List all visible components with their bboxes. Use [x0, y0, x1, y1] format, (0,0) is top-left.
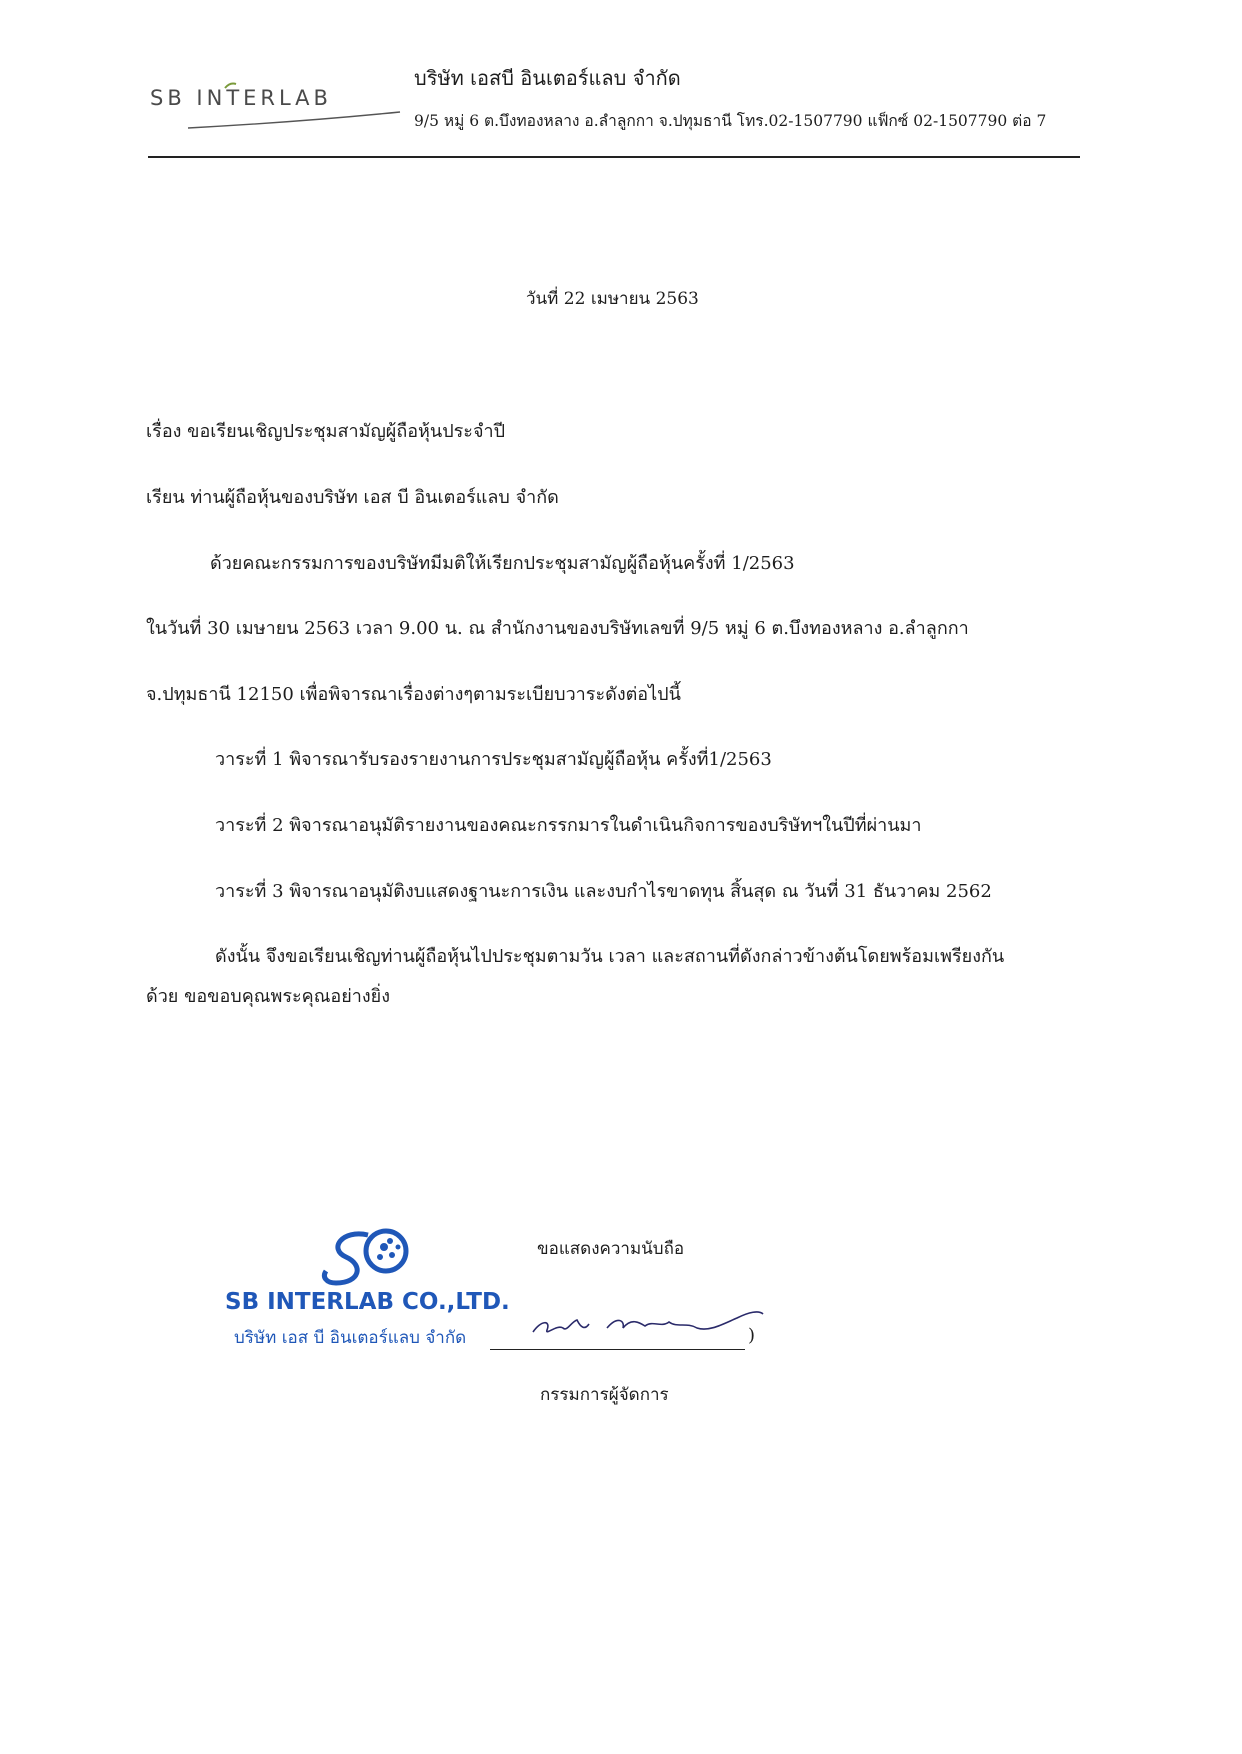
company-logo: [150, 82, 402, 134]
agenda-item-2: วาระที่ 2 พิจารณาอนุมัติรายงานของคณะกรรกมารในดำเนินกิจการของบริษัทฯในปีที่ผ่านมา: [215, 815, 922, 836]
company-name: บริษัท เอสบี อินเตอร์แลบ จำกัด: [414, 66, 681, 90]
signatory-position: กรรมการผู้จัดการ: [540, 1385, 669, 1405]
company-address: 9/5 หมู่ 6 ต.บึงทองหลาง อ.ลำลูกกา จ.ปทุมธานี โทร.02-1507790 แฟ็กซ์ 02-1507790 ต่อ 7: [414, 112, 1047, 130]
body-paragraph-line: ด้วยคณะกรรมการของบริษัทมีมติให้เรียกประชุมสามัญผู้ถือหุ้นครั้งที่ 1/2563: [210, 553, 795, 574]
signature-line: [490, 1349, 745, 1350]
header-divider: [148, 156, 1080, 158]
body-paragraph-line: ในวันที่ 30 เมษายน 2563 เวลา 9.00 น. ณ สำนักงานของบริษัทเลขที่ 9/5 หมู่ 6 ต.บึงทองหลาง อ.ลำลูกกา: [146, 618, 969, 639]
logo-text: SB INTERLAB: [150, 86, 332, 110]
agenda-item-1: วาระที่ 1 พิจารณารับรองรายงานการประชุมสามัญผู้ถือหุ้น ครั้งที่1/2563: [215, 749, 772, 770]
closing-paragraph-line: ด้วย ขอขอบคุณพระคุณอย่างยิ่ง: [146, 986, 390, 1007]
letter-date: วันที่ 22 เมษายน 2563: [526, 289, 699, 309]
closing-paragraph-line: ดังนั้น จึงขอเรียนเชิญท่านผู้ถือหุ้นไปประชุมตามวัน เวลา และสถานที่ดังกล่าวข้างต้นโดยพร้อมเพรียงกัน: [215, 946, 1005, 967]
handwritten-signature: [527, 1298, 767, 1342]
stamp-company-name-en: SB INTERLAB CO.,LTD.: [225, 1289, 510, 1315]
company-seal-icon: [320, 1225, 420, 1293]
logo-swoosh: [150, 82, 402, 134]
signature-paren: ): [748, 1325, 756, 1346]
letter-subject: เรื่อง ขอเรียนเชิญประชุมสามัญผู้ถือหุ้นประจำปี: [146, 421, 506, 442]
stamp-company-name-th: บริษัท เอส บี อินเตอร์แลบ จำกัด: [234, 1328, 467, 1348]
closing-salutation: ขอแสดงความนับถือ: [537, 1239, 685, 1259]
letter-recipient: เรียน ท่านผู้ถือหุ้นของบริษัท เอส บี อินเตอร์แลบ จำกัด: [146, 487, 559, 508]
agenda-item-3: วาระที่ 3 พิจารณาอนุมัติงบแสดงฐานะการเงิน และงบกำไรขาดทุน สิ้นสุด ณ วันที่ 31 ธันวาคม 2562: [215, 881, 992, 902]
body-paragraph-line: จ.ปทุมธานี 12150 เพื่อพิจารณาเรื่องต่างๆตามระเบียบวาระดังต่อไปนี้: [146, 684, 681, 705]
